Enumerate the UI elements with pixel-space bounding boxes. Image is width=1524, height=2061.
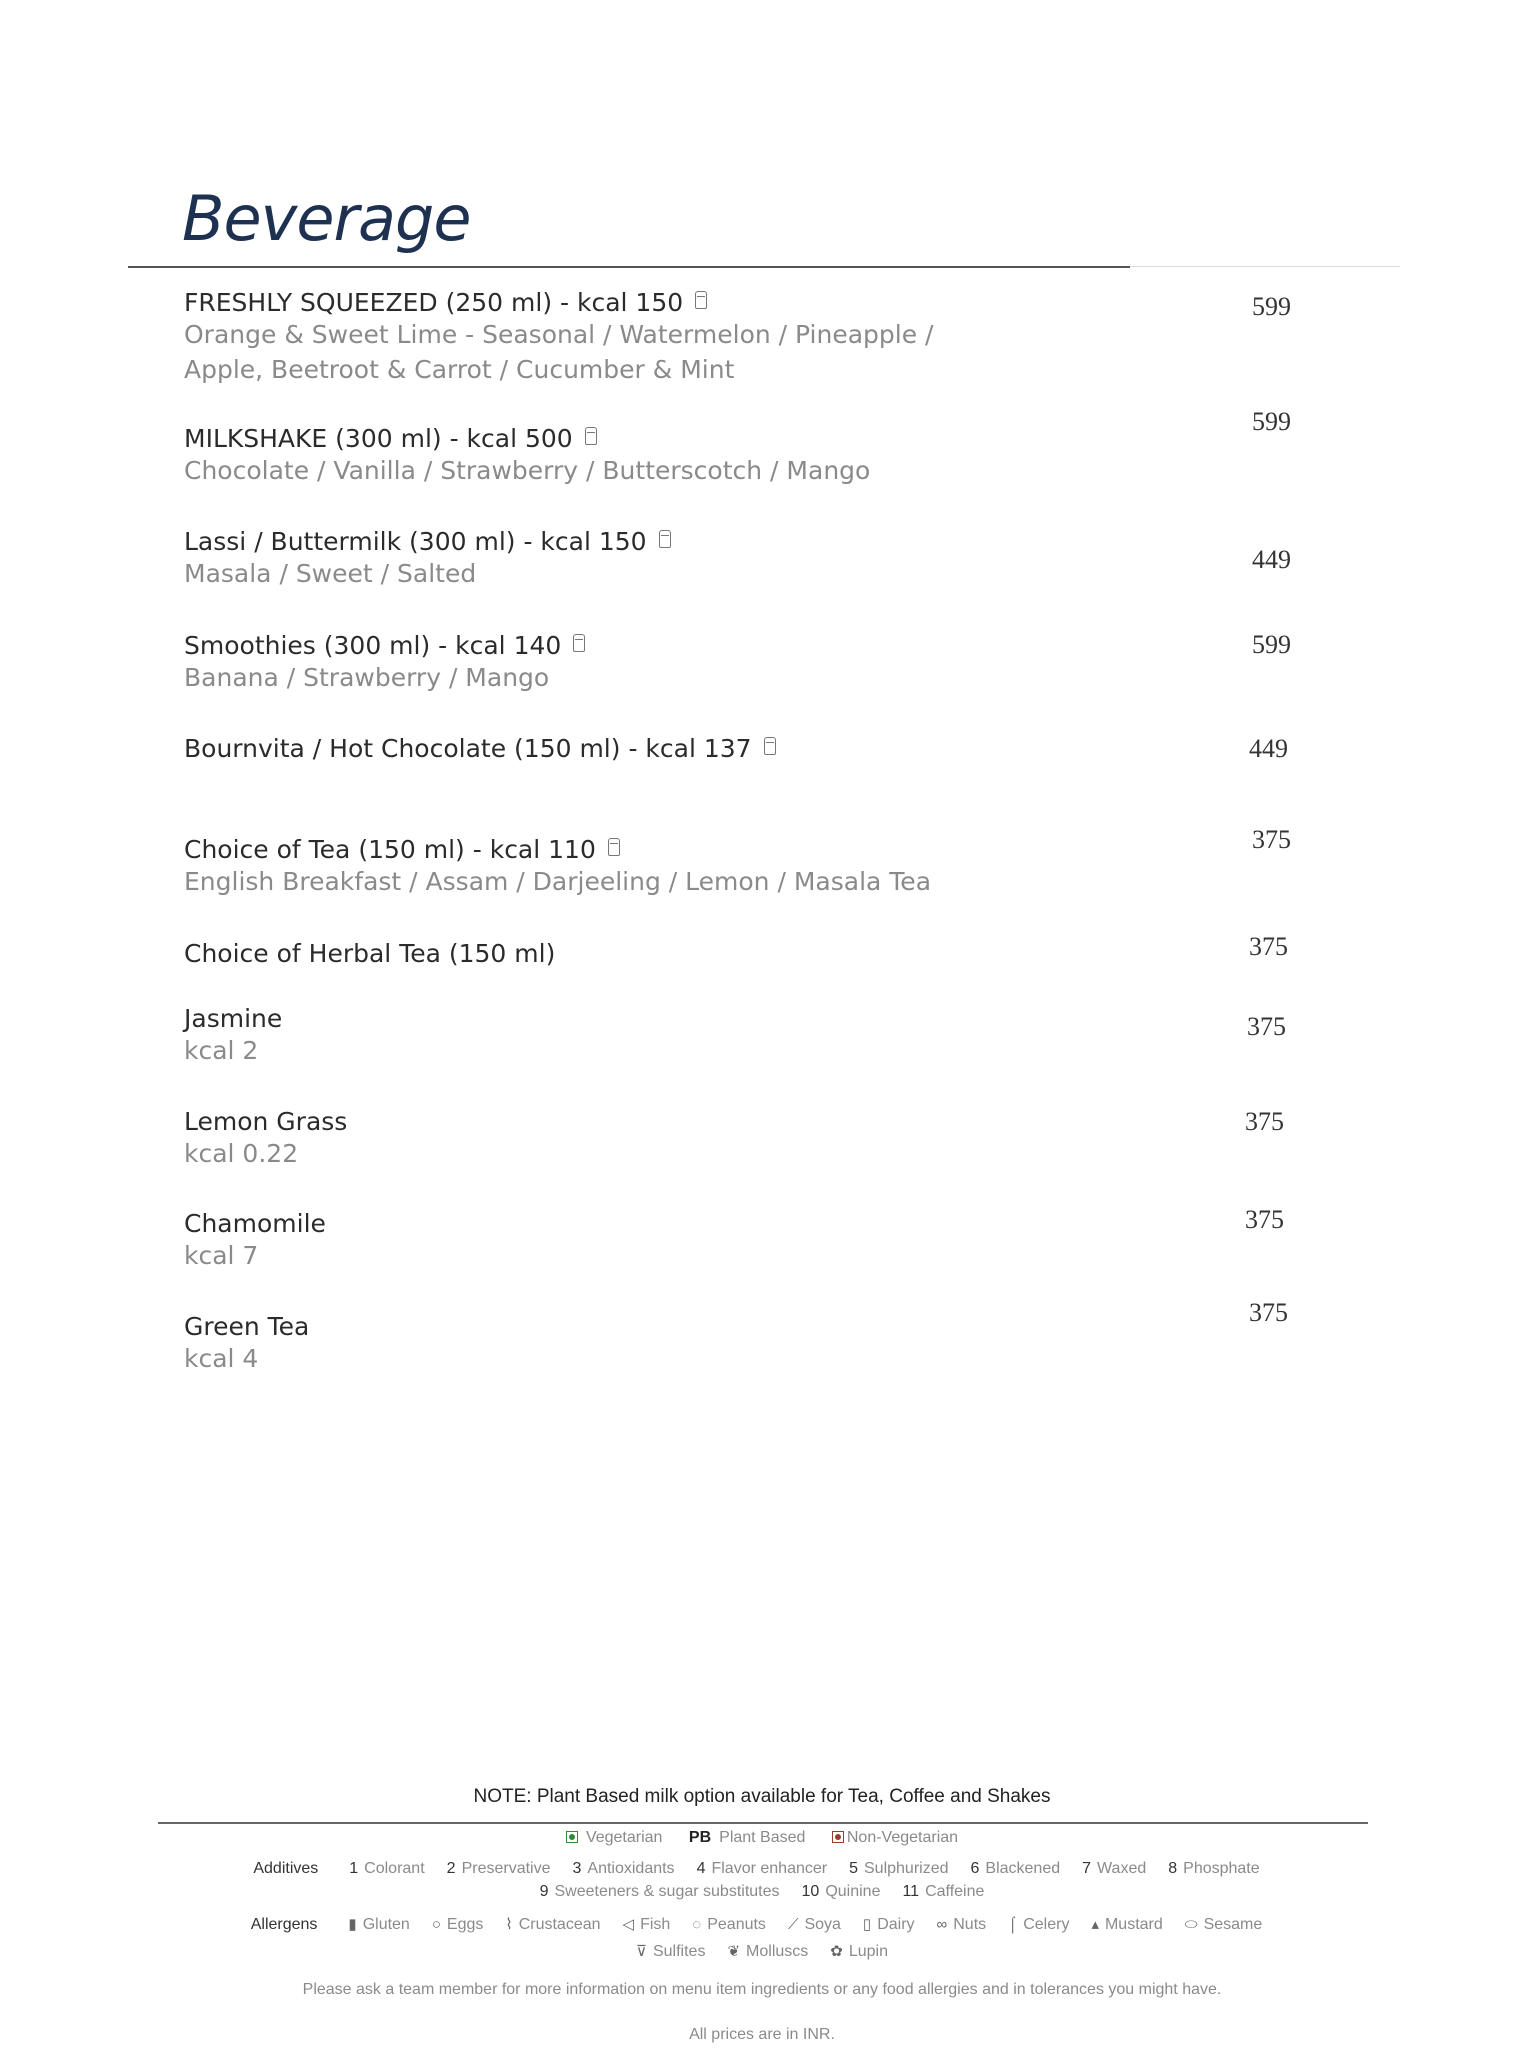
- item-name: [184, 939, 1304, 968]
- item-price: 375: [1245, 1205, 1284, 1234]
- molluscs-icon: ❦: [727, 1943, 741, 1960]
- dairy-icon: [695, 291, 707, 309]
- item-name: [184, 288, 1304, 317]
- legend-non-vegetarian: Non-Vegetarian: [832, 1829, 958, 1847]
- allergen-name: Nuts: [953, 1916, 987, 1933]
- item-price: 375: [1245, 1107, 1284, 1136]
- allergen-name: Soya: [804, 1916, 841, 1933]
- additive-number: 11: [902, 1883, 920, 1900]
- allergy-info: Please ask a team member for more information on menu item ingredients or any food allergies and in tolerances you might have.: [302, 1981, 1222, 1998]
- item-price: 599: [1252, 292, 1291, 321]
- allergen-item: [432, 1916, 484, 1934]
- allergen-item: [788, 1916, 841, 1934]
- allergen-item: [863, 1915, 915, 1934]
- menu-item: [184, 835, 1304, 899]
- additive-name: Flavor enhancer: [711, 1860, 828, 1877]
- item-name-text: Smoothies (300 ml) - kcal 140: [184, 631, 562, 660]
- additives-row-2: [0, 1883, 1524, 1901]
- dairy-icon: [764, 737, 776, 755]
- additive-name: Blackened: [985, 1860, 1061, 1877]
- allergen-name: Fish: [640, 1916, 671, 1933]
- additives-row-1: [0, 1860, 1524, 1878]
- allergens-row-1: [0, 1915, 1524, 1934]
- item-description: kcal 0.22: [184, 1139, 299, 1168]
- additive-name: Sweeteners & sugar substitutes: [554, 1883, 780, 1900]
- item-name: [184, 1004, 1304, 1033]
- additive-item: [572, 1860, 674, 1878]
- additive-item: [540, 1883, 780, 1901]
- menu-item: [184, 1312, 1304, 1376]
- legend-vegetarian: Vegetarian: [566, 1829, 663, 1847]
- item-price: 449: [1252, 545, 1291, 574]
- item-description: Apple, Beetroot & Carrot / Cucumber & Mint: [184, 355, 735, 384]
- additive-name: Sulphurized: [864, 1860, 949, 1877]
- item-price: 375: [1247, 1012, 1286, 1041]
- allergen-name: Lupin: [848, 1943, 888, 1960]
- celery-icon: ⌠: [1008, 1916, 1018, 1933]
- allergen-name: Mustard: [1104, 1916, 1163, 1933]
- nuts-icon: ∞: [936, 1916, 948, 1933]
- item-name-text: FRESHLY SQUEEZED (250 ml) - kcal 150: [184, 288, 684, 317]
- eggs-icon: ○: [431, 1916, 441, 1933]
- item-name-text: Choice of Tea (150 ml) - kcal 110: [184, 835, 596, 864]
- allergen-item: [1185, 1916, 1263, 1934]
- allergen-name: Celery: [1023, 1916, 1070, 1933]
- item-price: 449: [1249, 734, 1288, 763]
- plant-based-tag: PB: [688, 1829, 712, 1846]
- additive-name: Caffeine: [925, 1883, 985, 1900]
- item-description: Chocolate / Vanilla / Strawberry / Butterscotch / Mango: [184, 456, 871, 485]
- additive-name: Colorant: [364, 1860, 425, 1877]
- allergen-item: [1008, 1916, 1069, 1934]
- sulfites-icon: ⊽: [636, 1943, 647, 1960]
- additive-number: 3: [572, 1860, 582, 1877]
- item-name: [184, 835, 1304, 864]
- additive-item: [349, 1860, 424, 1878]
- menu-item: [184, 734, 1304, 763]
- allergen-name: Molluscs: [746, 1943, 809, 1960]
- vegetarian-icon: [566, 1831, 578, 1843]
- item-name: [184, 1107, 1304, 1136]
- item-price: 599: [1252, 407, 1291, 436]
- item-name: [184, 527, 1304, 556]
- dairy-icon: [585, 427, 597, 445]
- additive-number: 10: [801, 1883, 820, 1900]
- allergen-item: [348, 1915, 409, 1934]
- prices-note: All prices are in INR.: [689, 2026, 835, 2043]
- allergen-name: Gluten: [362, 1916, 410, 1933]
- allergen-item: [636, 1942, 705, 1961]
- dairy-icon: [608, 838, 620, 856]
- menu-item: [184, 939, 1304, 968]
- item-name-text: Lemon Grass: [184, 1107, 348, 1136]
- item-name-text: Choice of Herbal Tea (150 ml): [184, 939, 556, 968]
- additive-name: Phosphate: [1183, 1860, 1260, 1877]
- crustacean-icon: ⌇: [505, 1916, 513, 1933]
- allergen-name: Sesame: [1203, 1916, 1263, 1933]
- menu-item: [184, 288, 1304, 387]
- item-name-text: Green Tea: [184, 1312, 310, 1341]
- page-title: Beverage: [182, 182, 471, 255]
- allergen-name: Peanuts: [707, 1916, 766, 1933]
- menu-item: [184, 527, 1304, 591]
- additive-name: Preservative: [461, 1860, 551, 1877]
- item-name: [184, 1209, 1304, 1238]
- allergen-item: [1091, 1915, 1162, 1934]
- additive-number: 9: [539, 1883, 549, 1900]
- additive-number: 5: [849, 1860, 858, 1877]
- allergen-name: Dairy: [877, 1916, 915, 1933]
- additive-item: [697, 1860, 828, 1878]
- additive-item: [1082, 1860, 1146, 1878]
- item-name: [184, 424, 1304, 453]
- additive-number: 2: [446, 1860, 456, 1877]
- item-name-text: Bournvita / Hot Chocolate (150 ml) - kcal 137: [184, 734, 752, 763]
- additive-number: 8: [1168, 1860, 1178, 1877]
- allergens-row-2: [0, 1942, 1524, 1961]
- additive-item: [902, 1883, 984, 1901]
- item-name-text: Chamomile: [184, 1209, 326, 1238]
- gluten-icon: ▮: [348, 1916, 357, 1933]
- peanuts-icon: ◌: [692, 1916, 702, 1933]
- menu-item: [184, 1107, 1304, 1171]
- additive-item: [802, 1883, 881, 1901]
- menu-item: [184, 1004, 1304, 1068]
- allergen-item: [937, 1916, 987, 1934]
- dairy-icon: [573, 634, 585, 652]
- item-description: Banana / Strawberry / Mango: [184, 663, 550, 692]
- dairy-icon: [659, 530, 671, 548]
- item-price: 375: [1249, 1298, 1288, 1327]
- footer-divider: [158, 1822, 1368, 1824]
- additive-name: Quinine: [825, 1883, 881, 1900]
- title-divider-tail: [1130, 266, 1400, 267]
- item-name-text: MILKSHAKE (300 ml) - kcal 500: [184, 424, 573, 453]
- item-name: [184, 1312, 1304, 1341]
- additive-item: [849, 1860, 948, 1878]
- allergen-item: [692, 1916, 766, 1934]
- dairy-icon: ▯: [862, 1916, 872, 1933]
- item-name-text: Jasmine: [184, 1004, 283, 1033]
- additive-item: [1168, 1860, 1259, 1878]
- menu-item: [184, 631, 1304, 695]
- diet-legend: [0, 1829, 1524, 1847]
- menu-item: [184, 424, 1304, 488]
- additive-number: 7: [1082, 1860, 1092, 1877]
- item-description: kcal 2: [184, 1036, 259, 1065]
- item-price: 599: [1252, 630, 1291, 659]
- additive-name: Antioxidants: [587, 1860, 675, 1877]
- item-description: Orange & Sweet Lime - Seasonal / Watermelon / Pineapple /: [184, 320, 934, 349]
- mustard-icon: ▴: [1091, 1916, 1099, 1933]
- soya-icon: ⟋: [787, 1916, 799, 1933]
- legend-plant-based: PB Plant Based: [688, 1829, 806, 1846]
- lupin-icon: ✿: [830, 1943, 843, 1960]
- additive-number: 4: [696, 1860, 706, 1877]
- additive-item: [971, 1860, 1061, 1878]
- title-divider: [128, 266, 1130, 268]
- item-name-text: Lassi / Buttermilk (300 ml) - kcal 150: [184, 527, 647, 556]
- allergen-name: Sulfites: [652, 1943, 706, 1960]
- non-vegetarian-icon: [832, 1831, 844, 1843]
- allergen-name: Crustacean: [518, 1916, 601, 1933]
- additive-name: Waxed: [1097, 1860, 1147, 1877]
- additive-item: [447, 1860, 551, 1878]
- item-description: English Breakfast / Assam / Darjeeling / Lemon / Masala Tea: [184, 867, 932, 896]
- plant-based-note: NOTE: Plant Based milk option available for Tea, Coffee and Shakes: [473, 1786, 1051, 1807]
- item-description: Masala / Sweet / Salted: [184, 559, 477, 588]
- legend-label: Allergens: [250, 1916, 318, 1933]
- allergen-item: [505, 1915, 600, 1934]
- allergen-item: [623, 1915, 671, 1934]
- item-name: [184, 734, 1304, 763]
- item-description: kcal 7: [184, 1241, 259, 1270]
- item-price: 375: [1252, 825, 1291, 854]
- item-description: kcal 4: [184, 1344, 259, 1373]
- allergen-item: [727, 1942, 808, 1961]
- allergen-name: Eggs: [446, 1916, 484, 1933]
- legend-label: Additives: [253, 1860, 319, 1877]
- sesame-icon: ⬭: [1184, 1916, 1198, 1933]
- additive-number: 6: [970, 1860, 980, 1877]
- additive-number: 1: [349, 1860, 359, 1877]
- item-price: 375: [1249, 932, 1288, 961]
- fish-icon: ◁: [622, 1916, 635, 1933]
- allergen-item: [830, 1942, 888, 1961]
- item-name: [184, 631, 1304, 660]
- menu-item: [184, 1209, 1304, 1273]
